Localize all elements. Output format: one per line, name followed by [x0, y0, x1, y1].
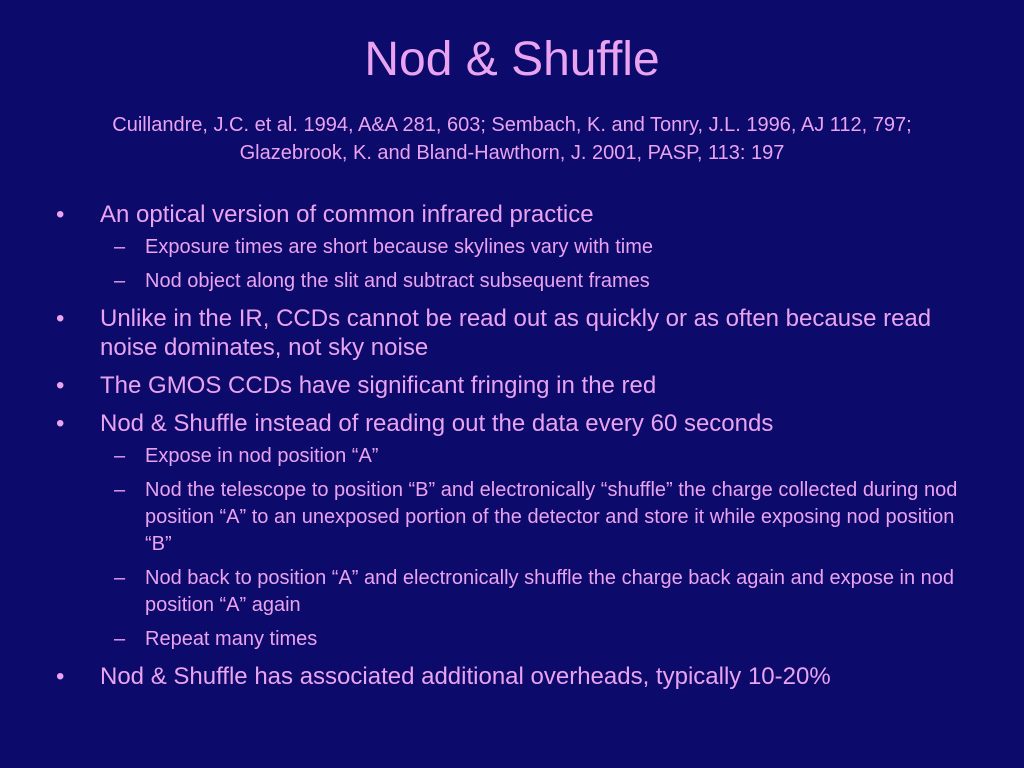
sub-bullet-text: Exposure times are short because skylines vary with time	[145, 236, 653, 258]
sub-bullet-text: Expose in nod position “A”	[145, 445, 379, 467]
sub-bullet-marker: –	[114, 567, 126, 589]
sub-bullet-item	[100, 626, 986, 653]
sub-bullet-marker: –	[114, 628, 126, 650]
sub-bullet-item	[100, 268, 986, 295]
citation-line-1: Cuillandre, J.C. et al. 1994, A&A 281, 603; Sembach, K. and Tonry, J.L. 1996, AJ 112, 797;	[112, 114, 912, 136]
bullet-item	[56, 371, 986, 400]
bullet-marker: •	[56, 305, 65, 332]
sub-bullet-marker: –	[114, 236, 126, 258]
bullet-list	[56, 200, 986, 700]
bullet-text: An optical version of common infrared practice	[100, 201, 594, 228]
sub-bullet-item	[100, 565, 986, 619]
slide-title: Nod & Shuffle	[364, 33, 660, 86]
bullet-text: The GMOS CCDs have significant fringing in the red	[100, 372, 657, 399]
sub-bullet-item	[100, 477, 986, 558]
bullet-item	[56, 304, 986, 362]
sub-bullet-text: Repeat many times	[145, 628, 318, 650]
sub-bullet-marker: –	[114, 270, 126, 292]
bullet-text: Nod & Shuffle instead of reading out the data every 60 seconds	[100, 410, 774, 437]
sub-bullet-text: Nod back to position “A” and electronically shuffle the charge back again and expose in nod position “A” again	[145, 567, 955, 616]
sub-bullet-list	[100, 234, 986, 295]
bullet-item	[56, 409, 986, 653]
bullet-marker: •	[56, 663, 65, 690]
citation-line-2: Glazebrook, K. and Bland-Hawthorn, J. 2001, PASP, 113: 197	[239, 142, 785, 164]
bullet-item	[56, 200, 986, 295]
bullet-text: Unlike in the IR, CCDs cannot be read out as quickly or as often because read noise dominates, not sky noise	[100, 305, 932, 361]
bullet-marker: •	[56, 410, 65, 437]
sub-bullet-text: Nod the telescope to position “B” and electronically “shuffle” the charge collected during nod position “A” to an unexposed portion of the detector and store it while exposing nod position “B”	[145, 479, 958, 555]
sub-bullet-marker: –	[114, 445, 126, 467]
bullet-marker: •	[56, 201, 65, 228]
sub-bullet-list	[100, 443, 986, 653]
sub-bullet-text: Nod object along the slit and subtract subsequent frames	[145, 270, 650, 292]
bullet-text: Nod & Shuffle has associated additional overheads, typically 10-20%	[100, 663, 831, 690]
sub-bullet-marker: –	[114, 479, 126, 501]
citation	[0, 111, 1024, 167]
bullet-item	[56, 662, 986, 691]
sub-bullet-item	[100, 443, 986, 470]
bullet-marker: •	[56, 372, 65, 399]
sub-bullet-item	[100, 234, 986, 261]
